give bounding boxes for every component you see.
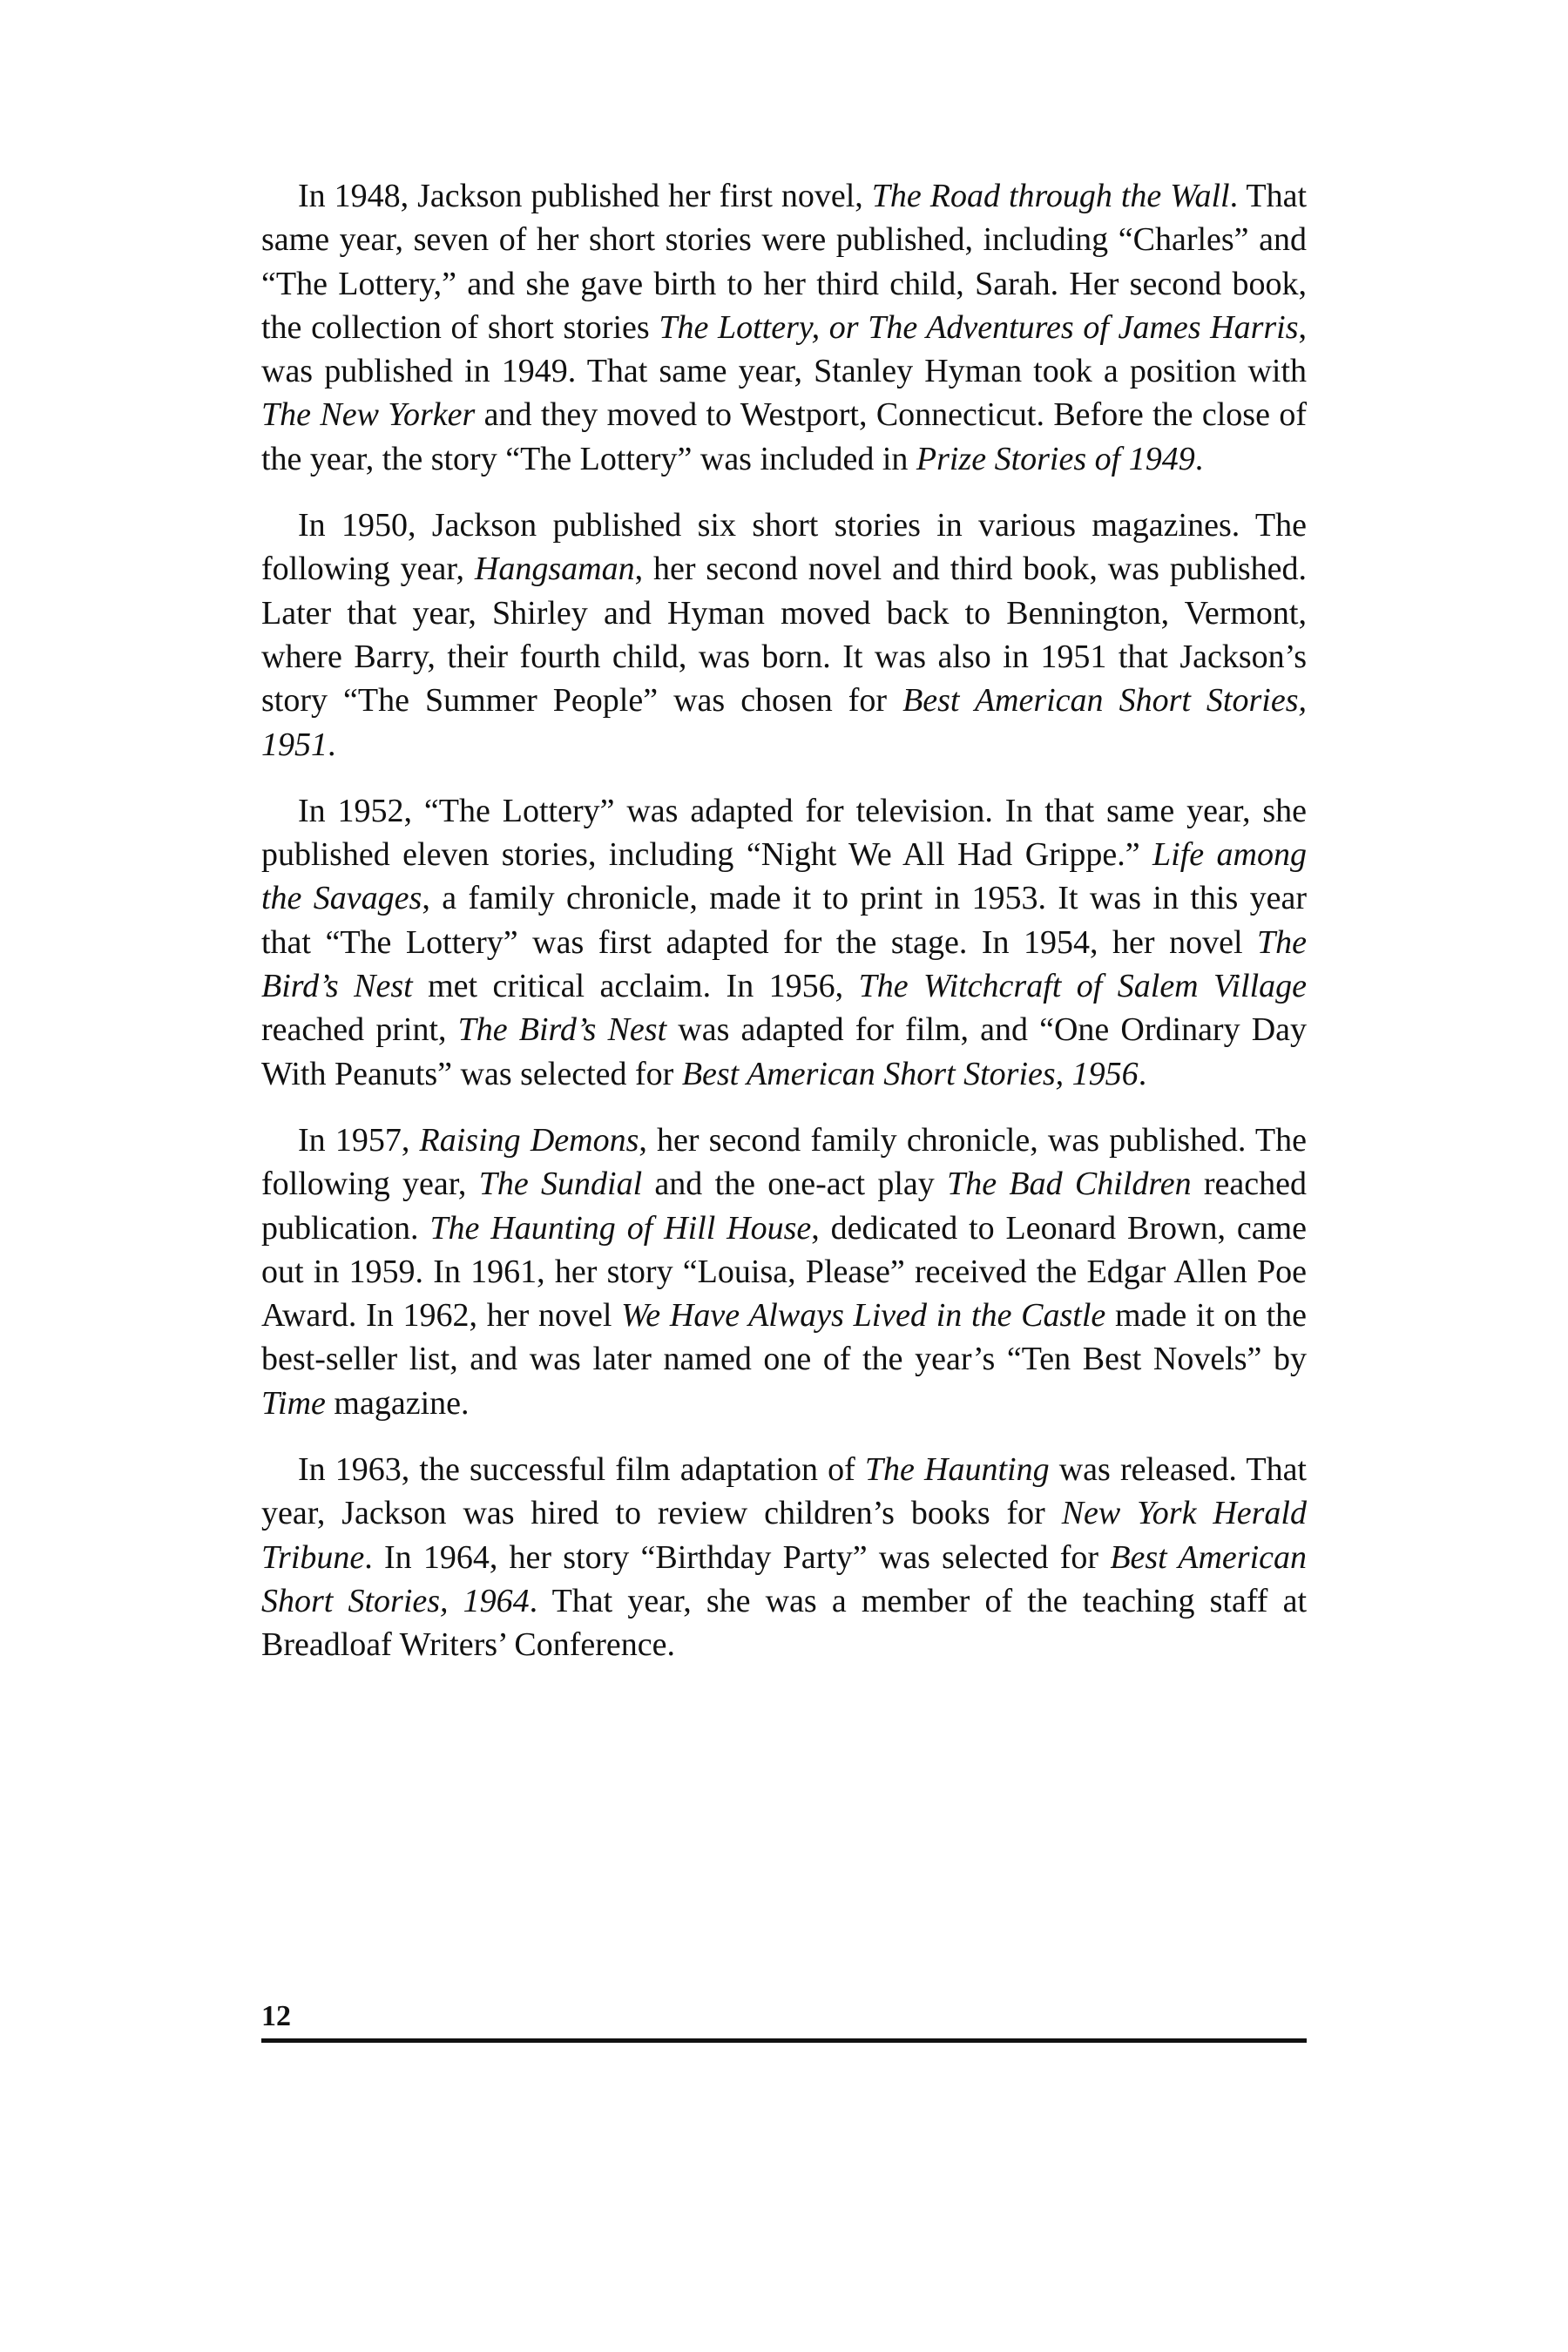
text-run: magazine.: [325, 1384, 470, 1422]
text-run: In 1963, the successful film adaptation of: [298, 1451, 865, 1489]
paragraph-1950: [261, 504, 1307, 767]
italic-title: Prize Stories of 1949: [916, 440, 1195, 477]
paragraph-1963: [261, 1448, 1307, 1666]
italic-title: Time: [261, 1384, 326, 1422]
page-body: [261, 174, 1307, 1690]
italic-title: Best American Short Stories, 1964: [261, 1538, 1307, 1619]
paragraph-1957: [261, 1119, 1307, 1425]
italic-title: Best American Short Stories, 1956: [681, 1055, 1139, 1092]
text-run: , her second novel and third book, was published. Later that year, Shirley and Hyman moved back to Bennington, Vermont, where Barry, their fourth child, was born. It was also in 1951 that Jackson’s story “The Summer People” was chosen for: [261, 551, 1308, 720]
page-footer: [261, 2002, 1307, 2043]
paragraph-1948: [261, 174, 1307, 481]
paragraph-1952: [261, 789, 1307, 1096]
italic-title: Hangsaman: [474, 551, 635, 588]
italic-title: The New Yorker: [261, 396, 476, 434]
italic-title: Raising Demons: [419, 1121, 639, 1159]
italic-title: The Bird’s Nest: [261, 923, 1307, 1005]
text-run: In 1950, Jackson published six short stories in various magazines. The following year,: [261, 507, 1307, 588]
page-number: 12: [261, 2000, 291, 2032]
text-run: met critical acclaim. In 1956,: [412, 968, 859, 1005]
italic-title: The Haunting of Hill House: [429, 1209, 812, 1247]
text-run: and the one-act play: [642, 1166, 948, 1203]
text-run: .: [1194, 440, 1204, 477]
text-run: .: [1138, 1055, 1147, 1092]
text-run: , dedicated to Leonard Brown, came out in 1959. In 1961, her story “Louisa, Please” received the Edgar Allen Poe Award. In 1962, her novel: [261, 1209, 1307, 1335]
text-run: In 1957,: [298, 1121, 420, 1159]
text-run: , was published in 1949. That same year, Stanley Hyman took a position with: [261, 308, 1307, 390]
text-run: . That year, she was a member of the teaching staff at Breadloaf Writers’ Conference.: [261, 1582, 1308, 1664]
italic-title: The Haunting: [864, 1451, 1050, 1489]
text-run: made it on the best-seller list, and was later named one of the year’s “Ten Best Novels” by: [261, 1297, 1307, 1378]
italic-title: The Witchcraft of Salem Village: [858, 968, 1307, 1005]
text-run: In 1952, “The Lottery” was adapted for television. In that same year, she published eleven stories, including “Night We All Had Grippe.”: [261, 792, 1307, 874]
text-run: In 1948, Jackson published her first novel,: [298, 178, 872, 214]
text-run: . That same year, seven of her short stories were published, including “Charles” and “The Lottery,” and she gave birth to her third child, Sarah. Her second book, the collection of short stories: [261, 178, 1308, 346]
text-run: . In 1964, her story “Birthday Party” was selected for: [364, 1538, 1111, 1576]
italic-title: The Road through the Wall: [871, 178, 1230, 214]
italic-title: Best American Short Stories, 1951: [261, 682, 1307, 763]
text-run: reached publication.: [261, 1166, 1307, 1247]
text-run: and they moved to Westport, Connecticut. Before the close of the year, the story “The Lottery” was included in: [261, 396, 1307, 477]
italic-title: The Bad Children: [947, 1166, 1192, 1203]
italic-title: We Have Always Lived in the Castle: [621, 1297, 1106, 1335]
text-run: , her second family chronicle, was published. The following year,: [261, 1121, 1308, 1203]
text-run: reached print,: [261, 1011, 458, 1049]
italic-title: Life among the Savages: [261, 836, 1307, 917]
text-run: , a family chronicle, made it to print in 1953. It was in this year that “The Lottery” was first adapted for the stage. In 1954, her novel: [261, 880, 1307, 961]
footer-rule: [261, 2038, 1307, 2043]
italic-title: The Lottery, or The Adventures of James Harris: [659, 308, 1299, 346]
italic-title: The Sundial: [478, 1166, 643, 1203]
italic-title: New York Herald Tribune: [261, 1495, 1307, 1576]
italic-title: The Bird’s Nest: [457, 1011, 667, 1049]
text-run: .: [328, 726, 336, 763]
text-run: was released. That year, Jackson was hired to review children’s books for: [261, 1451, 1307, 1532]
text-run: was adapted for film, and “One Ordinary Day With Peanuts” was selected for: [261, 1011, 1308, 1092]
